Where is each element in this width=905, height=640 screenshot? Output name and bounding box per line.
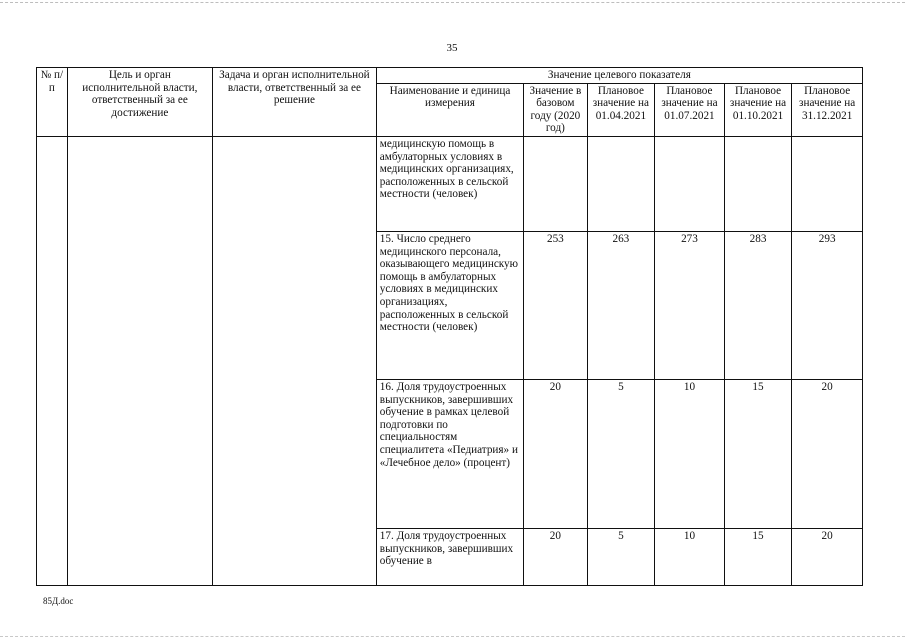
header-base: Значение в базовом году (2020 год) (524, 83, 587, 136)
header-q2: Плановое значение на 01.07.2021 (655, 83, 725, 136)
num-cell (37, 136, 68, 585)
q2-value: 273 (655, 231, 725, 379)
header-task: Задача и орган исполнительной власти, ответственный за ее решение (213, 68, 377, 137)
q2-value: 10 (655, 528, 725, 585)
goal-cell (67, 136, 212, 585)
target-indicators-table (36, 67, 863, 586)
q1-value: 5 (587, 528, 655, 585)
q4-value (792, 136, 863, 231)
q3-value: 15 (724, 528, 792, 585)
q1-value (587, 136, 655, 231)
base-value (524, 136, 587, 231)
header-row-top (37, 68, 863, 84)
q3-value: 283 (724, 231, 792, 379)
task-cell (213, 136, 377, 585)
header-target-group: Значение целевого показателя (376, 68, 862, 84)
header-q1: Плановое значение на 01.04.2021 (587, 83, 655, 136)
q3-value (724, 136, 792, 231)
base-value: 20 (524, 528, 587, 585)
q4-value: 20 (792, 528, 863, 585)
header-goal: Цель и орган исполнительной власти, ответственный за ее достижение (67, 68, 212, 137)
scan-edge-top (0, 2, 905, 3)
q4-value: 293 (792, 231, 863, 379)
document-filename: 85Д.doc (43, 596, 74, 606)
scan-edge-bottom (0, 636, 905, 637)
indicator-name: 15. Число среднего медицинского персонала, оказывающего медицинскую помощь в амбулаторных условиях в медицинских организациях, расположенных в сельской местности (человек) (376, 231, 523, 379)
header-indicator: Наименование и единица измерения (376, 83, 523, 136)
indicator-name: 16. Доля трудоустроенных выпускников, завершивших обучение в рамках целевой подготовки по специальностям специалитета «Педиатрия» и «Лечебное дело» (процент) (376, 379, 523, 528)
indicator-name: медицинскую помощь в амбулаторных условиях в медицинских организациях, расположенных в сельской местности (человек) (376, 136, 523, 231)
base-value: 253 (524, 231, 587, 379)
base-value: 20 (524, 379, 587, 528)
q4-value: 20 (792, 379, 863, 528)
indicator-name: 17. Доля трудоустроенных выпускников, завершивших обучение в (376, 528, 523, 585)
q2-value: 10 (655, 379, 725, 528)
q1-value: 5 (587, 379, 655, 528)
table-row (37, 136, 863, 231)
q2-value (655, 136, 725, 231)
header-q3: Плановое значение на 01.10.2021 (724, 83, 792, 136)
header-q4: Плановое значение на 31.12.2021 (792, 83, 863, 136)
page-number: 35 (446, 42, 458, 54)
q3-value: 15 (724, 379, 792, 528)
header-num: № п/п (37, 68, 68, 137)
q1-value: 263 (587, 231, 655, 379)
